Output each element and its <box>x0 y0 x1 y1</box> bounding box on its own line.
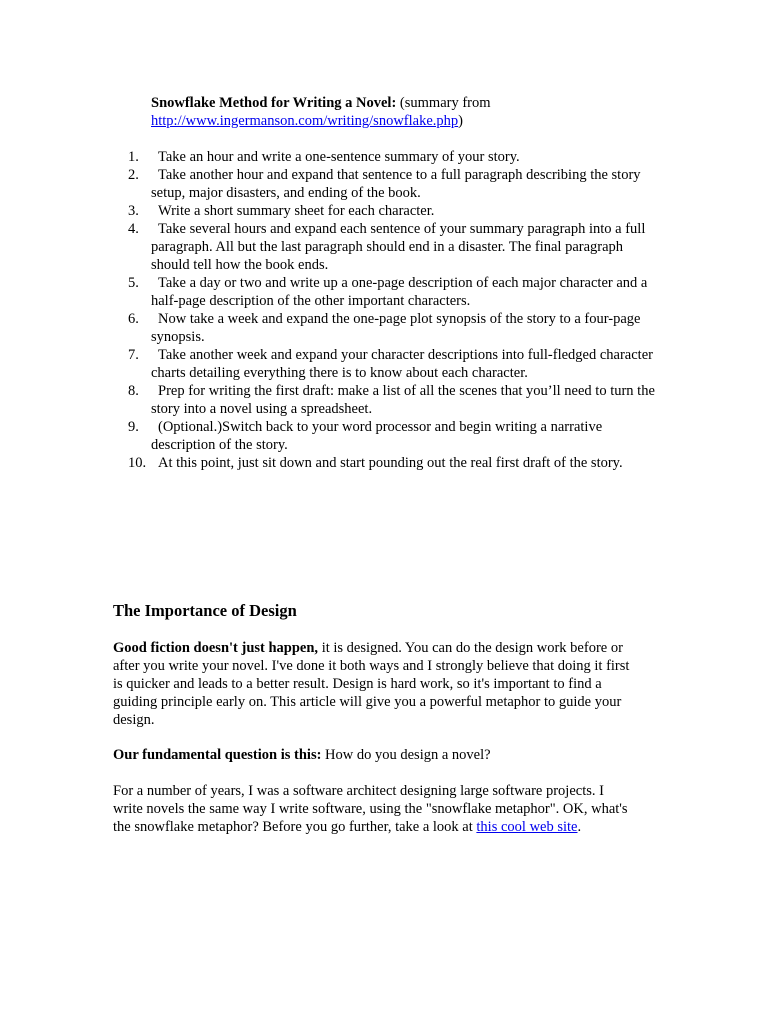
paragraph-body: How do you design a novel? <box>321 747 491 763</box>
paragraph-lead-bold: Our fundamental question is this: <box>113 747 322 763</box>
list-item-text: Take an hour and write a one-sentence summary of your story. <box>158 149 520 165</box>
list-item-number: 4. <box>128 221 139 237</box>
list-item <box>128 418 658 454</box>
list-item-number: 10. <box>128 455 147 471</box>
list-item <box>128 310 658 346</box>
list-item-number: 7. <box>128 347 139 363</box>
summary-paren-close: ) <box>458 113 463 129</box>
paragraph-body: For a number of years, I was a software architect designing large software projects. I write novels the same way I write software, using the "snowflake metaphor". OK, what's the snowflake metaphor? Before you go further, take a look at <box>113 783 628 835</box>
list-item-number: 2. <box>128 167 139 183</box>
cool-web-site-link[interactable]: this cool web site <box>476 819 578 835</box>
list-item-text: Now take a week and expand the one-page plot synopsis of the story to a four-page synopsis. <box>151 311 641 345</box>
list-item <box>128 148 658 166</box>
list-item-number: 1. <box>128 149 139 165</box>
summary-source-line <box>151 112 671 130</box>
paragraph-body: it is designed. You can do the design work before or after you write your novel. I've done it both ways and I strongly believe that doing it first is quicker and leads to a better result. Design is hard work, so it's important to find a guiding principle early on. This article will give you a powerful metaphor to guide your design. <box>113 640 630 728</box>
list-item <box>128 220 658 274</box>
list-item <box>128 346 658 382</box>
list-item <box>128 166 658 202</box>
paragraph-fundamental-question <box>113 746 633 764</box>
list-item-number: 3. <box>128 203 139 219</box>
list-item <box>128 274 658 310</box>
list-item-text: At this point, just sit down and start pounding out the real first draft of the story. <box>158 455 623 471</box>
list-item-text: Take several hours and expand each sentence of your summary paragraph into a full paragraph. All but the last paragraph should end in a disaster. The final paragraph should tell how the book ends. <box>151 221 646 273</box>
section-heading: The Importance of Design <box>113 601 297 620</box>
list-item <box>128 202 658 220</box>
summary-block <box>151 94 671 130</box>
list-item-number: 6. <box>128 311 139 327</box>
steps-list <box>128 148 658 472</box>
summary-title: Snowflake Method for Writing a Novel: <box>151 95 397 111</box>
summary-heading <box>151 94 671 112</box>
list-item-text: Take another week and expand your character descriptions into full-fledged character charts detailing everything there is to know about each character. <box>151 347 653 381</box>
list-item <box>128 454 658 472</box>
snowflake-url-link[interactable]: http://www.ingermanson.com/writing/snowflake.php <box>151 113 459 129</box>
list-item-number: 8. <box>128 383 139 399</box>
paragraph-end: . <box>577 819 582 835</box>
list-item-text: Prep for writing the first draft: make a list of all the scenes that you’ll need to turn the story into a novel using a spreadsheet. <box>151 383 655 417</box>
summary-source-label: (summary from <box>396 95 491 111</box>
list-item-text: Write a short summary sheet for each character. <box>158 203 435 219</box>
paragraph-good-fiction <box>113 639 633 729</box>
list-item-text: Take a day or two and write up a one-page description of each major character and a half-page description of the other important characters. <box>151 275 648 309</box>
list-item-number: 5. <box>128 275 139 291</box>
list-item-number: 9. <box>128 419 139 435</box>
list-item-text: (Optional.)Switch back to your word processor and begin writing a narrative description of the story. <box>151 419 603 453</box>
paragraph-software-architect <box>113 782 633 836</box>
list-item-text: Take another hour and expand that sentence to a full paragraph describing the story setup, major disasters, and ending of the book. <box>151 167 641 201</box>
paragraph-lead-bold: Good fiction doesn't just happen, <box>113 640 319 656</box>
list-item <box>128 382 658 418</box>
